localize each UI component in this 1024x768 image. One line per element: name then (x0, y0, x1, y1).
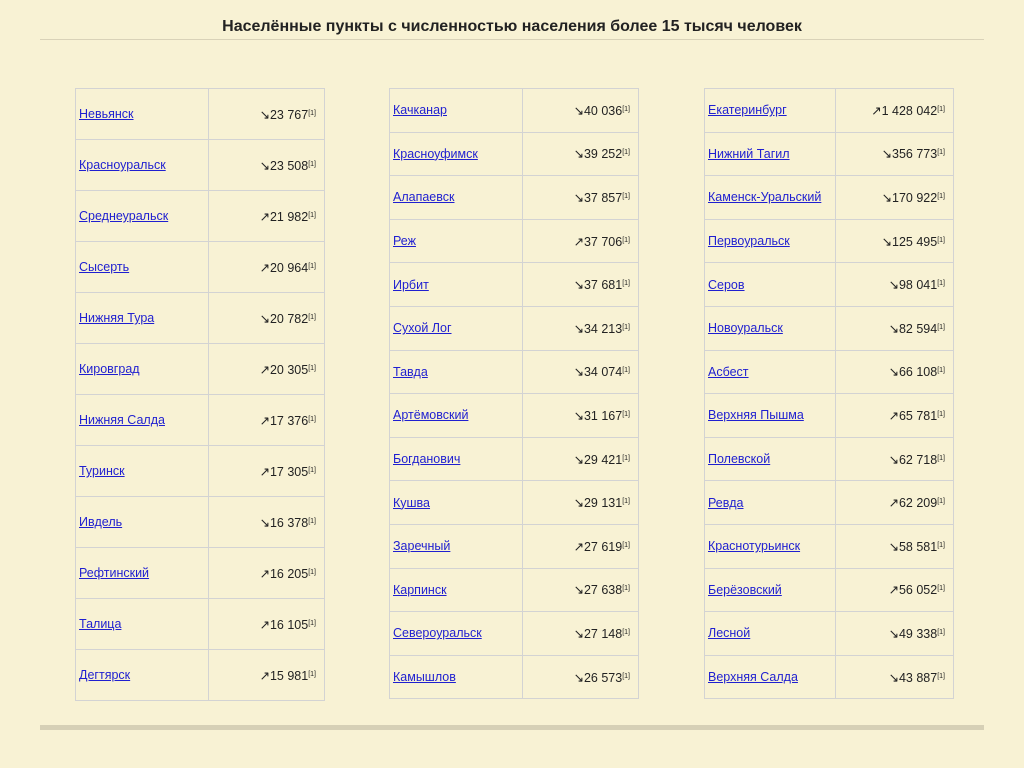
population-value: 356 773 (892, 147, 938, 162)
population-value: 20 782 (269, 311, 309, 326)
trend-arrow-icon: ↗ (888, 496, 899, 511)
table-row (705, 524, 954, 568)
city-cell (76, 395, 209, 446)
reference-link[interactable]: [1] (308, 313, 316, 321)
population-cell (836, 524, 954, 568)
city-link[interactable]: Кушва (393, 495, 431, 510)
city-link[interactable]: Реж (393, 234, 416, 249)
population-cell (836, 437, 954, 481)
population-cell (836, 568, 954, 612)
city-cell (390, 132, 523, 176)
table-row (705, 176, 954, 220)
trend-arrow-icon: ↘ (573, 190, 584, 205)
table-row (705, 394, 954, 438)
population-cell (209, 446, 325, 497)
reference-link[interactable]: [1] (622, 323, 630, 331)
population-cell (523, 655, 639, 699)
reference-link[interactable]: [1] (622, 367, 630, 375)
population-value: 49 338 (898, 626, 938, 641)
population-value: 29 131 (583, 496, 623, 511)
trend-arrow-icon: ↘ (259, 311, 270, 326)
city-link[interactable]: Нижняя Салда (79, 413, 165, 427)
city-link[interactable]: Лесной (708, 626, 751, 641)
city-cell (76, 548, 209, 599)
table-row (76, 446, 325, 497)
population-value: 37 681 (583, 278, 623, 293)
city-link[interactable]: Ивдель (79, 515, 123, 529)
reference-link[interactable]: [1] (308, 670, 316, 678)
population-value: 17 376 (269, 413, 309, 428)
population-cell (523, 612, 639, 656)
table-row (705, 132, 954, 176)
city-link[interactable]: Алапаевск (393, 190, 455, 205)
table-row (76, 191, 325, 242)
city-cell (390, 263, 523, 307)
population-value: 62 209 (898, 496, 938, 511)
population-cell (836, 612, 954, 656)
city-cell (390, 219, 523, 263)
reference-link[interactable]: [1] (622, 236, 630, 244)
table-row (390, 176, 639, 220)
city-cell (705, 132, 836, 176)
city-cell (390, 655, 523, 699)
population-cell (209, 242, 325, 293)
bottom-divider (40, 725, 984, 730)
population-value: 27 148 (583, 626, 623, 641)
reference-link[interactable]: [1] (308, 109, 316, 117)
reference-link[interactable]: [1] (308, 466, 316, 474)
reference-link[interactable]: [1] (937, 498, 945, 506)
city-cell (705, 350, 836, 394)
population-cell (209, 89, 325, 140)
city-link[interactable]: Верхняя Пышма (708, 408, 804, 423)
population-cell (523, 394, 639, 438)
trend-arrow-icon: ↘ (573, 103, 584, 118)
city-link[interactable]: Карпинск (393, 582, 447, 597)
population-value: 39 252 (583, 147, 623, 162)
table-row (390, 306, 639, 350)
city-cell (76, 650, 209, 701)
table-row (705, 306, 954, 350)
reference-link[interactable]: [1] (937, 672, 945, 680)
reference-link[interactable]: [1] (937, 149, 945, 157)
population-value: 98 041 (898, 278, 938, 293)
trend-arrow-icon: ↘ (888, 539, 899, 554)
table-row (390, 481, 639, 525)
trend-arrow-icon: ↗ (573, 539, 584, 554)
population-value: 58 581 (898, 539, 938, 554)
table-row (390, 89, 639, 133)
city-cell (390, 481, 523, 525)
city-link[interactable]: Нижний Тагил (708, 146, 790, 161)
table-row (705, 89, 954, 133)
trend-arrow-icon: ↗ (888, 408, 899, 423)
population-value: 23 767 (269, 107, 309, 122)
city-link[interactable]: Богданович (393, 452, 461, 467)
population-cell (209, 191, 325, 242)
population-cell (836, 394, 954, 438)
table-row (76, 344, 325, 395)
population-cell (836, 350, 954, 394)
table-row (705, 263, 954, 307)
reference-link[interactable]: [1] (937, 541, 945, 549)
city-link[interactable]: Нижняя Тура (79, 311, 155, 325)
population-value: 16 205 (269, 566, 309, 581)
city-cell (705, 306, 836, 350)
population-value: 17 305 (269, 464, 309, 479)
city-link[interactable]: Краснотурьинск (708, 539, 801, 554)
trend-arrow-icon: ↘ (573, 496, 584, 511)
table-row (76, 242, 325, 293)
trend-arrow-icon: ↗ (888, 583, 899, 598)
cities-table-2 (389, 88, 639, 699)
city-cell (390, 350, 523, 394)
population-cell (209, 293, 325, 344)
city-cell (76, 497, 209, 548)
population-value: 56 052 (898, 583, 938, 598)
trend-arrow-icon: ↗ (871, 103, 882, 118)
city-cell (390, 568, 523, 612)
city-cell (390, 89, 523, 133)
city-link[interactable]: Заречный (393, 539, 451, 554)
table-row (390, 394, 639, 438)
city-cell (390, 612, 523, 656)
table-row (390, 350, 639, 394)
population-value: 125 495 (892, 234, 938, 249)
population-value: 15 981 (269, 668, 309, 683)
city-cell (705, 524, 836, 568)
city-link[interactable]: Тавда (393, 364, 428, 379)
table-row (390, 219, 639, 263)
trend-arrow-icon: ↘ (888, 321, 899, 336)
trend-arrow-icon: ↘ (259, 515, 270, 530)
population-value: 29 421 (583, 452, 623, 467)
trend-arrow-icon: ↘ (888, 278, 899, 293)
city-cell (705, 89, 836, 133)
reference-link[interactable]: [1] (937, 323, 945, 331)
table-row (705, 481, 954, 525)
population-value: 37 857 (583, 190, 623, 205)
city-link[interactable]: Рефтинский (79, 566, 150, 580)
trend-arrow-icon: ↗ (259, 464, 270, 479)
population-cell (523, 219, 639, 263)
trend-arrow-icon: ↘ (573, 626, 584, 641)
city-link[interactable]: Талица (79, 617, 122, 631)
population-cell (523, 481, 639, 525)
reference-link[interactable]: [1] (308, 415, 316, 423)
reference-link[interactable]: [1] (622, 498, 630, 506)
city-cell (390, 524, 523, 568)
table-row (76, 599, 325, 650)
population-cell (523, 437, 639, 481)
reference-link[interactable]: [1] (308, 262, 316, 270)
population-cell (523, 176, 639, 220)
table-row (705, 350, 954, 394)
population-cell (523, 568, 639, 612)
trend-arrow-icon: ↘ (259, 107, 270, 122)
city-cell (705, 394, 836, 438)
table-row (390, 612, 639, 656)
reference-link[interactable]: [1] (937, 628, 945, 636)
population-value: 40 036 (583, 103, 623, 118)
city-link[interactable]: Красноуральск (79, 158, 166, 172)
city-cell (705, 481, 836, 525)
trend-arrow-icon: ↗ (259, 260, 270, 275)
reference-link[interactable]: [1] (308, 211, 316, 219)
city-link[interactable]: Камышлов (393, 670, 456, 685)
reference-link[interactable]: [1] (308, 364, 316, 372)
city-cell (390, 306, 523, 350)
population-value: 27 638 (583, 583, 623, 598)
city-link[interactable]: Асбест (708, 364, 749, 379)
trend-arrow-icon: ↘ (881, 147, 893, 162)
reference-link[interactable]: [1] (937, 410, 945, 418)
city-cell (76, 191, 209, 242)
population-cell (209, 599, 325, 650)
city-link[interactable]: Берёзовский (708, 582, 782, 597)
population-value: 62 718 (898, 452, 938, 467)
population-value: 82 594 (898, 321, 938, 336)
reference-link[interactable]: [1] (622, 585, 630, 593)
population-cell (836, 132, 954, 176)
cities-table-1 (75, 88, 325, 701)
population-cell (523, 524, 639, 568)
trend-arrow-icon: ↘ (888, 626, 899, 641)
trend-arrow-icon: ↘ (573, 147, 584, 162)
city-cell (390, 176, 523, 220)
table-row (705, 568, 954, 612)
city-link[interactable]: Среднеуральск (79, 209, 169, 223)
table-row (76, 89, 325, 140)
reference-link[interactable]: [1] (308, 160, 316, 168)
city-cell (76, 242, 209, 293)
city-cell (705, 655, 836, 699)
population-value: 1 428 042 (881, 103, 938, 118)
population-value: 43 887 (898, 670, 938, 685)
city-link[interactable]: Сухой Лог (393, 321, 452, 336)
population-value: 170 922 (892, 190, 938, 205)
population-cell (523, 263, 639, 307)
reference-link[interactable]: [1] (622, 541, 630, 549)
table-row (390, 437, 639, 481)
trend-arrow-icon: ↗ (259, 413, 270, 428)
population-value: 26 573 (583, 670, 623, 685)
table-row (76, 395, 325, 446)
population-value: 16 378 (269, 515, 309, 530)
population-cell (836, 176, 954, 220)
population-value: 20 964 (269, 260, 309, 275)
reference-link[interactable]: [1] (937, 454, 945, 462)
city-link[interactable]: Красноуфимск (393, 146, 478, 161)
city-cell (76, 89, 209, 140)
population-cell (209, 548, 325, 599)
city-cell (76, 446, 209, 497)
table-row (76, 293, 325, 344)
table-row (76, 548, 325, 599)
reference-link[interactable]: [1] (308, 619, 316, 627)
city-cell (705, 263, 836, 307)
reference-link[interactable]: [1] (622, 454, 630, 462)
reference-link[interactable]: [1] (622, 672, 630, 680)
reference-link[interactable]: [1] (622, 105, 630, 113)
city-link[interactable]: Артёмовский (393, 408, 469, 423)
title-divider (40, 39, 984, 40)
population-value: 16 105 (269, 617, 309, 632)
population-cell (209, 344, 325, 395)
city-link[interactable]: Туринск (79, 464, 125, 478)
table-row (705, 437, 954, 481)
population-value: 21 982 (269, 209, 309, 224)
population-value: 34 213 (583, 321, 623, 336)
city-cell (705, 437, 836, 481)
table-row (390, 524, 639, 568)
population-cell (209, 497, 325, 548)
population-cell (836, 481, 954, 525)
reference-link[interactable]: [1] (937, 105, 945, 113)
city-cell (76, 293, 209, 344)
population-value: 34 074 (583, 365, 623, 380)
reference-link[interactable]: [1] (937, 280, 945, 288)
population-cell (209, 650, 325, 701)
city-link[interactable]: Сысерть (79, 260, 130, 274)
table-row (390, 568, 639, 612)
trend-arrow-icon: ↘ (573, 408, 584, 423)
population-value: 65 781 (898, 408, 938, 423)
trend-arrow-icon: ↗ (259, 566, 270, 581)
cities-table-3 (704, 88, 954, 699)
reference-link[interactable]: [1] (937, 236, 945, 244)
trend-arrow-icon: ↘ (573, 670, 584, 685)
trend-arrow-icon: ↘ (573, 365, 584, 380)
trend-arrow-icon: ↘ (888, 365, 899, 380)
city-cell (705, 176, 836, 220)
trend-arrow-icon: ↘ (573, 321, 584, 336)
city-link[interactable]: Североуральск (393, 626, 482, 641)
reference-link[interactable]: [1] (937, 367, 945, 375)
city-link[interactable]: Серов (708, 277, 745, 292)
trend-arrow-icon: ↘ (573, 278, 584, 293)
reference-link[interactable]: [1] (622, 192, 630, 200)
table-row (76, 140, 325, 191)
population-cell (523, 132, 639, 176)
city-link[interactable]: Ирбит (393, 277, 429, 292)
city-link[interactable]: Екатеринбург (708, 103, 787, 118)
city-link[interactable]: Ревда (708, 495, 744, 510)
table-row (390, 132, 639, 176)
population-cell (836, 263, 954, 307)
table-row (705, 655, 954, 699)
table-row (76, 650, 325, 701)
city-link[interactable]: Полевской (708, 452, 771, 467)
population-cell (209, 395, 325, 446)
city-link[interactable]: Качканар (393, 103, 447, 118)
city-link[interactable]: Каменск-Уральский (708, 190, 822, 205)
city-cell (76, 344, 209, 395)
reference-link[interactable]: [1] (622, 149, 630, 157)
table-row (76, 497, 325, 548)
population-cell (836, 655, 954, 699)
city-link[interactable]: Дегтярск (79, 668, 131, 682)
population-cell (523, 306, 639, 350)
population-value: 37 706 (583, 234, 623, 249)
population-cell (523, 350, 639, 394)
table-row (705, 219, 954, 263)
reference-link[interactable]: [1] (622, 628, 630, 636)
reference-link[interactable]: [1] (308, 517, 316, 525)
reference-link[interactable]: [1] (937, 585, 945, 593)
table-row (705, 612, 954, 656)
population-cell (523, 89, 639, 133)
population-value: 66 108 (898, 365, 938, 380)
population-cell (836, 306, 954, 350)
trend-arrow-icon: ↗ (259, 209, 270, 224)
reference-link[interactable]: [1] (622, 410, 630, 418)
reference-link[interactable]: [1] (937, 192, 945, 200)
city-cell (390, 394, 523, 438)
table-row (390, 655, 639, 699)
trend-arrow-icon: ↗ (259, 362, 270, 377)
population-value: 20 305 (269, 362, 309, 377)
table-row (390, 263, 639, 307)
population-value: 23 508 (269, 158, 309, 173)
city-cell (76, 599, 209, 650)
city-link[interactable]: Верхняя Салда (708, 670, 798, 685)
trend-arrow-icon: ↘ (259, 158, 270, 173)
page-title: Населённые пункты с численностью населения более 15 тысяч человек (222, 18, 802, 35)
city-link[interactable]: Кировград (79, 362, 140, 376)
trend-arrow-icon: ↘ (888, 670, 899, 685)
trend-arrow-icon: ↘ (881, 190, 893, 205)
trend-arrow-icon: ↗ (259, 617, 270, 632)
population-cell (836, 89, 954, 133)
trend-arrow-icon: ↗ (573, 234, 584, 249)
city-link[interactable]: Невьянск (79, 107, 134, 121)
population-cell (836, 219, 954, 263)
trend-arrow-icon: ↗ (259, 668, 270, 683)
city-cell (76, 140, 209, 191)
trend-arrow-icon: ↘ (573, 583, 584, 598)
population-value: 31 167 (583, 408, 623, 423)
population-cell (209, 140, 325, 191)
trend-arrow-icon: ↘ (573, 452, 584, 467)
city-cell (705, 612, 836, 656)
reference-link[interactable]: [1] (622, 280, 630, 288)
city-cell (705, 219, 836, 263)
city-cell (390, 437, 523, 481)
trend-arrow-icon: ↘ (888, 452, 899, 467)
trend-arrow-icon: ↘ (881, 234, 893, 249)
city-link[interactable]: Новоуральск (708, 321, 783, 336)
reference-link[interactable]: [1] (308, 568, 316, 576)
city-cell (705, 568, 836, 612)
city-link[interactable]: Первоуральск (708, 234, 790, 249)
population-value: 27 619 (583, 539, 623, 554)
